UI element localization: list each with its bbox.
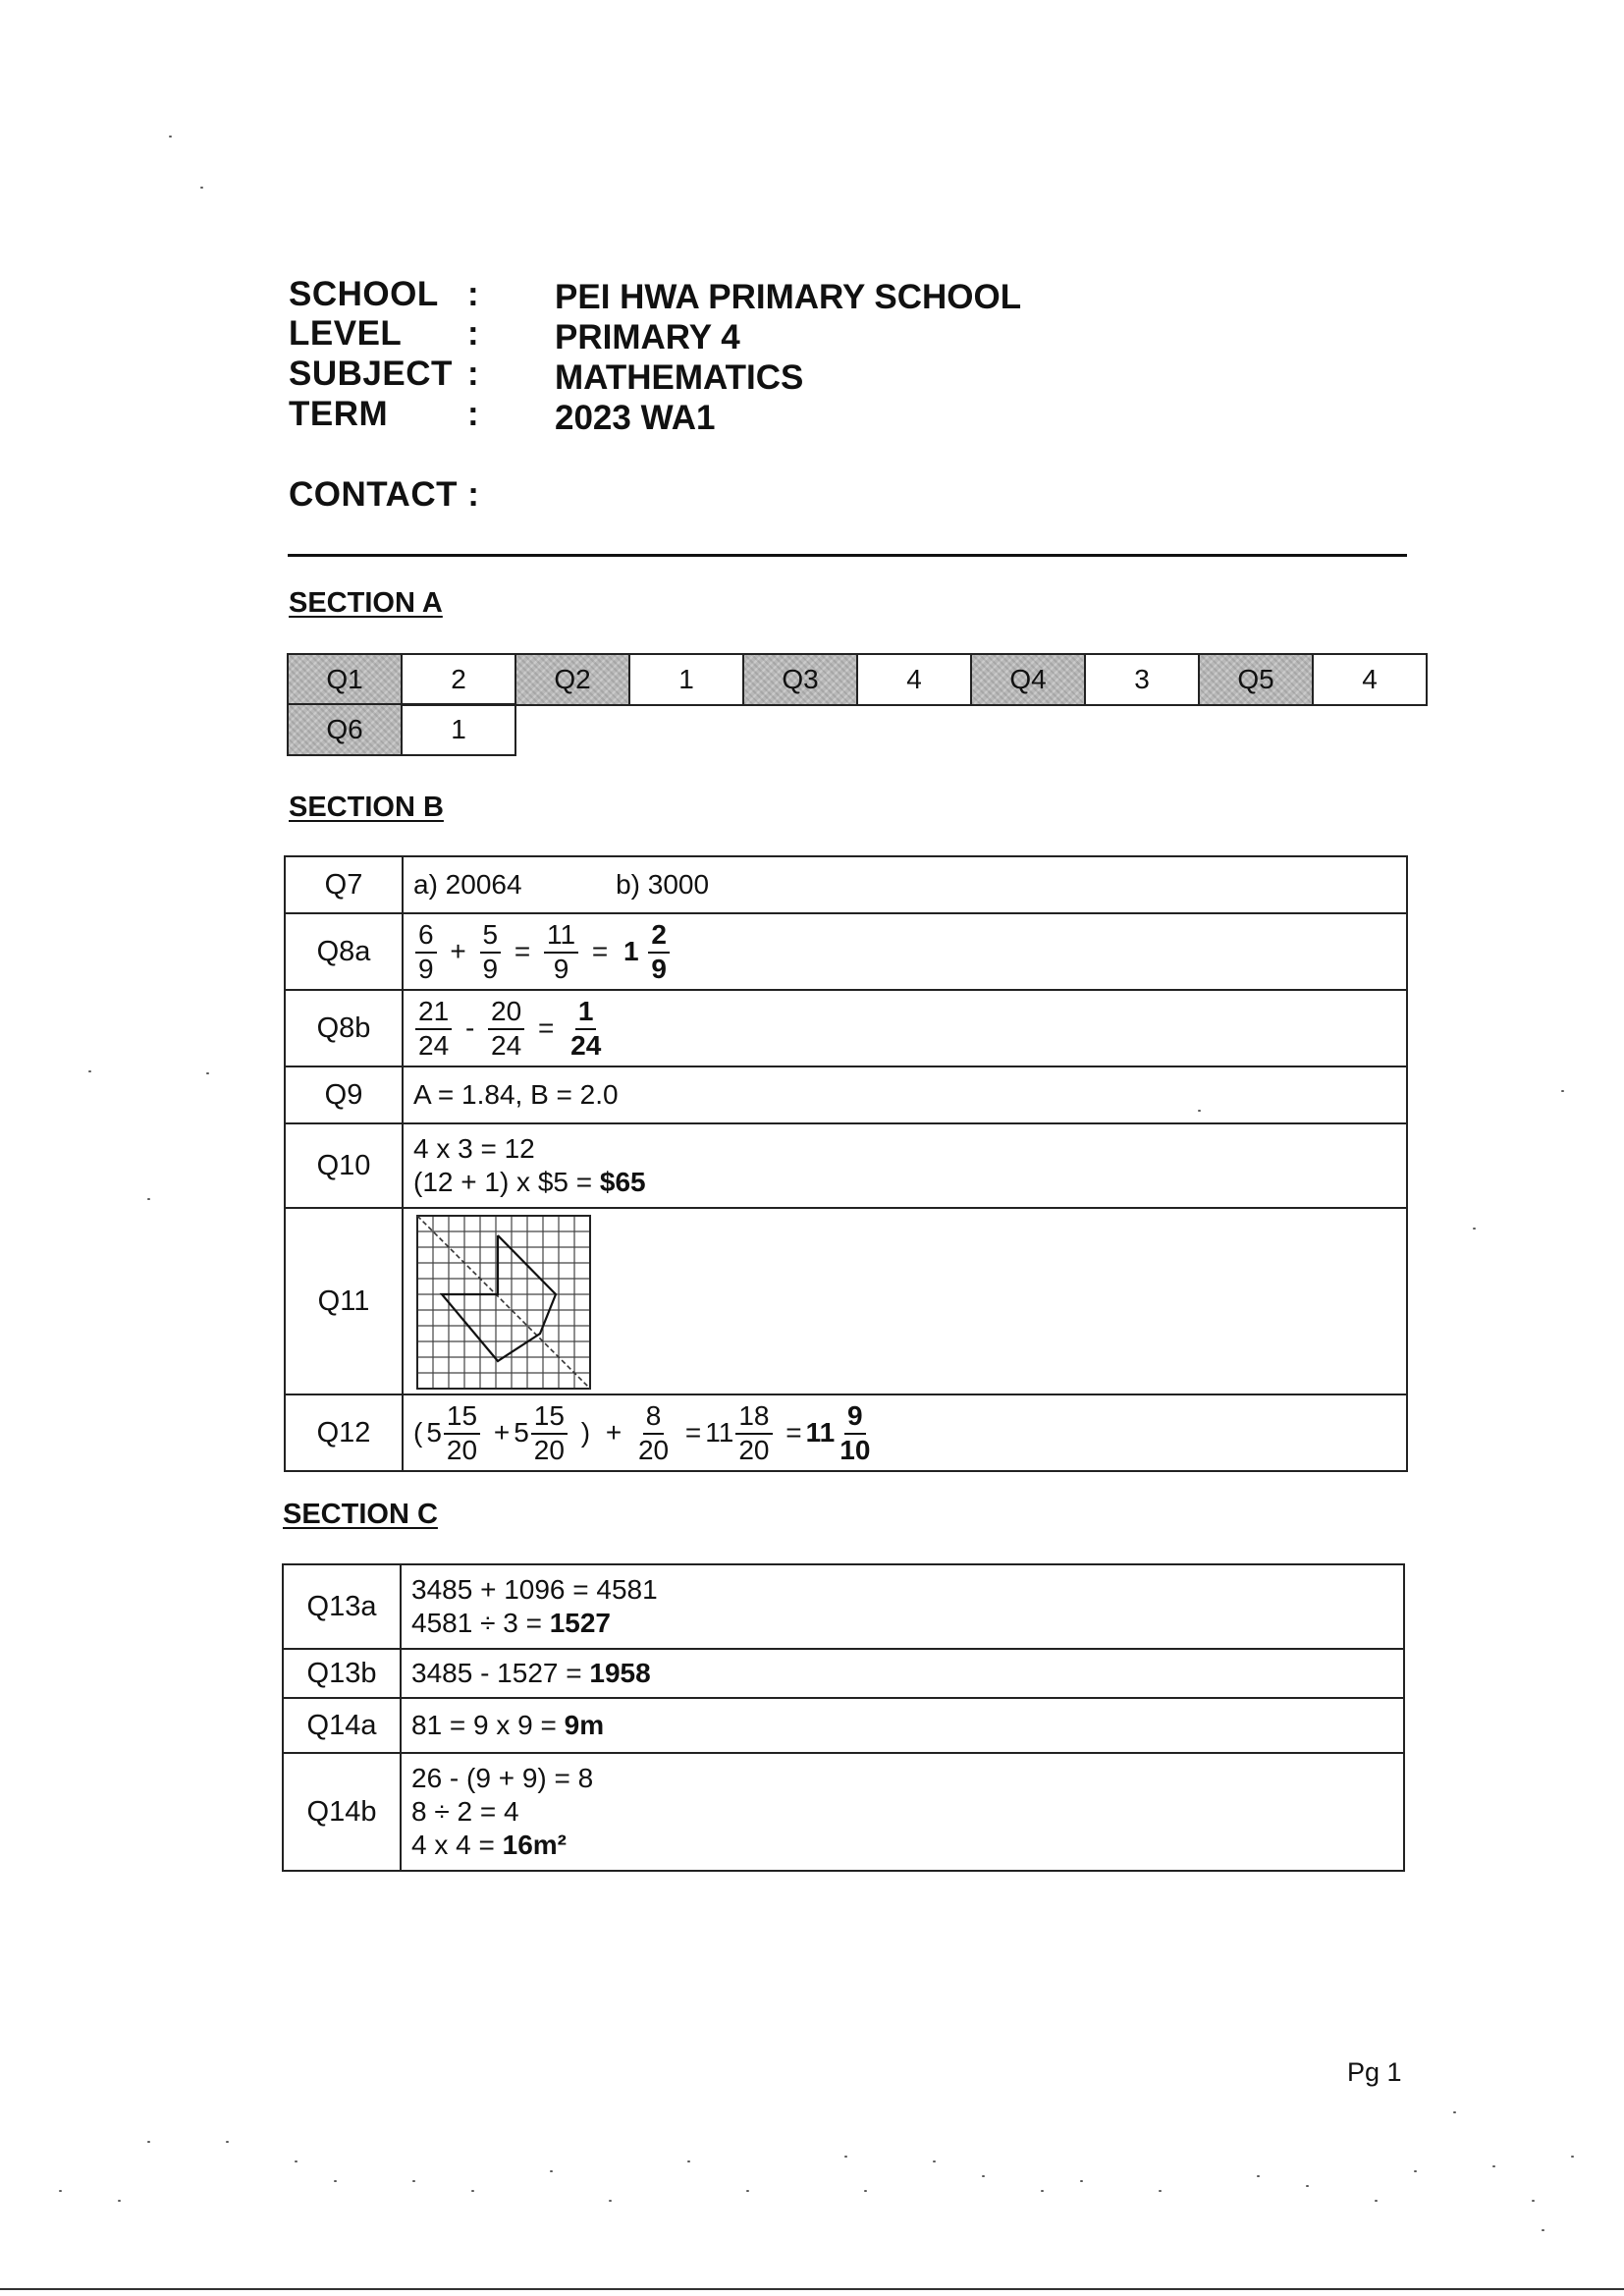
school-value: PEI HWA PRIMARY SCHOOL	[555, 278, 1022, 316]
q13a-label: Q13a	[283, 1564, 401, 1649]
section-a-a4: 3	[1085, 654, 1199, 705]
q11-completed-shape	[442, 1235, 556, 1361]
scan-speck	[982, 2175, 985, 2177]
q7-part-b: b) 3000	[616, 869, 710, 900]
q14b-answer	[401, 1753, 1404, 1871]
scan-speck	[206, 1072, 209, 1074]
section-a-a2: 1	[629, 654, 743, 705]
q14b-line-3: 4 x 4 = 16m²	[411, 1830, 567, 1860]
school-label: SCHOOL	[289, 275, 439, 313]
subject-value: MATHEMATICS	[555, 358, 804, 397]
section-a-q3: Q3	[743, 654, 857, 705]
scan-speck	[226, 2141, 229, 2143]
scan-speck	[1080, 2180, 1083, 2182]
q14b-line-1: 26 - (9 + 9) = 8	[411, 1763, 594, 1793]
page-number: Pg 1	[1347, 2057, 1402, 2087]
scan-speck	[471, 2190, 474, 2192]
contact-label: CONTACT :	[289, 475, 480, 514]
q14b-line-2: 8 ÷ 2 = 4	[411, 1796, 519, 1827]
q14b-label: Q14b	[283, 1753, 401, 1871]
q8b-final-fraction: $\frac{1}{24}$	[570, 996, 602, 1061]
q10-line-2: (12 + 1) x $5 = $65	[413, 1167, 646, 1197]
scan-speck	[59, 2190, 62, 2192]
q14a-label: Q14a	[283, 1698, 401, 1753]
scan-speck	[1306, 2185, 1309, 2187]
term-value: 2023 WA1	[555, 399, 716, 437]
section-b-table	[284, 855, 1408, 1472]
section-c-title: SECTION C	[283, 1499, 438, 1530]
q9-answer: A = 1.84, B = 2.0	[403, 1066, 1407, 1123]
section-a-q2: Q2	[515, 654, 629, 705]
q13a-line-1: 3485 + 1096 = 4581	[411, 1574, 658, 1605]
scan-speck	[412, 2180, 415, 2182]
q11-answer	[403, 1208, 1407, 1394]
scan-speck	[609, 2200, 612, 2202]
q14a-answer: 81 = 9 x 9 = 9m	[401, 1698, 1404, 1753]
section-c-table	[282, 1563, 1405, 1872]
section-a-table	[287, 653, 1428, 706]
q8a-final-fraction: $\frac{2}{9}$	[648, 918, 670, 985]
level-colon: :	[467, 314, 479, 353]
section-a-a5: 4	[1313, 654, 1427, 705]
scan-speck	[1453, 2111, 1456, 2113]
q13a-line-2: 4581 ÷ 3 = 1527	[411, 1608, 611, 1638]
q8b-answer: $\frac{21}{24}$ - $\frac{20}{24}$ = $\frac{1}{24}$	[403, 990, 1407, 1066]
q12-fraction-2: $\frac{15}{20}$	[531, 1399, 568, 1466]
header-divider	[288, 554, 1407, 557]
section-a-a6: 1	[402, 704, 515, 755]
scan-speck	[933, 2160, 936, 2162]
scan-speck	[550, 2170, 553, 2172]
q11-grid-figure	[415, 1214, 592, 1391]
scan-speck	[844, 2156, 847, 2158]
scan-speck	[1571, 2156, 1574, 2158]
q7-answer	[403, 856, 1407, 913]
scan-speck	[118, 2200, 121, 2202]
scan-speck	[1532, 2200, 1535, 2202]
scan-speck	[295, 2160, 298, 2162]
section-a-q1: Q1	[288, 654, 402, 705]
scan-speck	[88, 1070, 91, 1072]
scan-speck	[1542, 2229, 1544, 2231]
scan-speck	[1473, 1228, 1476, 1230]
section-b-title: SECTION B	[289, 792, 444, 823]
q12-fraction-4: $\frac{18}{20}$	[735, 1399, 772, 1466]
term-colon: :	[467, 395, 479, 433]
q8b-label: Q8b	[285, 990, 403, 1066]
q8a-answer: $\frac{6}{9}$ + $\frac{5}{9}$ = $\frac{11}{9}$ = 1 $\frac{2}{9}$	[403, 913, 1407, 990]
q8a-fraction-3: $\frac{11}{9}$	[544, 918, 578, 985]
scan-speck	[200, 187, 203, 189]
level-value: PRIMARY 4	[555, 318, 740, 356]
q7-label: Q7	[285, 856, 403, 913]
q13b-label: Q13b	[283, 1649, 401, 1698]
q13a-answer	[401, 1564, 1404, 1649]
scan-speck	[864, 2190, 867, 2192]
scan-bottom-edge	[0, 2288, 1624, 2290]
q9-label: Q9	[285, 1066, 403, 1123]
scan-speck	[1041, 2190, 1044, 2192]
q7-part-a: a) 20064	[413, 869, 522, 900]
q8b-fraction-1: $\frac{21}{24}$	[415, 995, 452, 1062]
q10-line-1: 4 x 3 = 12	[413, 1133, 535, 1164]
q8a-fraction-2: $\frac{5}{9}$	[480, 918, 502, 985]
q13b-answer: 3485 - 1527 = 1958	[401, 1649, 1404, 1698]
q8a-whole: 1	[623, 936, 639, 966]
scan-speck	[147, 2141, 150, 2143]
section-a-q5: Q5	[1199, 654, 1313, 705]
q12-answer: ( 5 $\frac{15}{20}$ + 5 $\frac{15}{20}$ ) + $\frac{8}{20}$ = 11 $\frac{18}{20}$ = 11 $\frac{9}{10}$	[403, 1394, 1407, 1471]
subject-colon: :	[467, 355, 479, 393]
q10-answer	[403, 1123, 1407, 1208]
scan-speck	[746, 2190, 749, 2192]
scan-speck	[687, 2160, 690, 2162]
section-a-q6: Q6	[288, 704, 402, 755]
scan-speck	[1414, 2170, 1417, 2172]
q12-label: Q12	[285, 1394, 403, 1471]
q12-final-fraction: $\frac{9}{10}$	[839, 1400, 871, 1465]
scan-speck	[1198, 1110, 1201, 1112]
scan-speck	[169, 136, 172, 137]
q12-fraction-1: $\frac{15}{20}$	[444, 1399, 480, 1466]
term-label: TERM	[289, 395, 389, 433]
scan-speck	[334, 2180, 337, 2182]
section-a-title: SECTION A	[289, 587, 443, 619]
school-colon: :	[467, 275, 479, 313]
scan-speck	[1375, 2200, 1378, 2202]
scan-speck	[1561, 1090, 1564, 1092]
section-a-a3: 4	[857, 654, 971, 705]
scan-speck	[1159, 2190, 1162, 2192]
level-label: LEVEL	[289, 314, 403, 353]
q12-fraction-3: $\frac{8}{20}$	[637, 1400, 670, 1465]
subject-label: SUBJECT	[289, 355, 453, 393]
q11-label: Q11	[285, 1208, 403, 1394]
q8a-label: Q8a	[285, 913, 403, 990]
q8b-fraction-2: $\frac{20}{24}$	[488, 995, 524, 1062]
scan-speck	[147, 1198, 150, 1200]
scan-speck	[1257, 2175, 1260, 2177]
q8a-fraction-1: $\frac{6}{9}$	[415, 918, 437, 985]
q10-label: Q10	[285, 1123, 403, 1208]
scan-speck	[1492, 2165, 1495, 2167]
section-a-a1: 2	[402, 654, 515, 705]
section-a-q4: Q4	[971, 654, 1085, 705]
section-a-table-row2	[287, 703, 516, 756]
